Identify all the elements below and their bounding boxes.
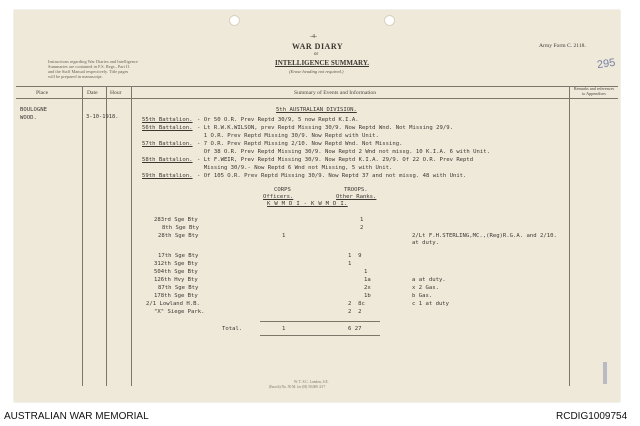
battalion-name: 58th Battalion. bbox=[142, 157, 193, 163]
page-title: WAR DIARY bbox=[292, 42, 344, 51]
footer-left: AUSTRALIAN WAR MEMORIAL bbox=[4, 411, 149, 422]
table-row-note: c 1 at duty bbox=[412, 301, 450, 307]
instructions-line-1: Instructions regarding War Diaries and Intelligence bbox=[48, 59, 138, 64]
table-row-unit: 504th Sge Bty bbox=[154, 269, 198, 275]
table-row-unit: "X" Siege Park. bbox=[154, 309, 205, 315]
table-row-note: 2/Lt F.H.STERLING,MC.,(Reg)R.G.A. and 2/10. at duty. bbox=[412, 233, 557, 247]
corps-label: CORPS bbox=[274, 187, 291, 193]
col-header-date: Date bbox=[87, 90, 98, 96]
col-rule-2 bbox=[106, 86, 107, 386]
printer-imprint-line-2: (Enoch) No. 50 M. for (H) 50,000 4/17 bbox=[269, 385, 326, 389]
place-line-2: WOOD. bbox=[20, 115, 37, 121]
page-subtitle: INTELLIGENCE SUMMARY. bbox=[275, 59, 370, 67]
battalion-text: - Of 105 O.R. Prev Reptd Missing 30/9. Now Reptd 37 and not missg. 48 with Unit. bbox=[197, 173, 467, 179]
officers-label: Officers. bbox=[263, 194, 294, 200]
table-row-unit: 126th Hvy Bty bbox=[154, 277, 198, 283]
division-heading: 5th AUSTRALIAN DIVISION. bbox=[276, 107, 357, 113]
page-marker: -4- bbox=[310, 34, 317, 40]
table-row-other: 1b bbox=[364, 293, 371, 299]
col-rule-4 bbox=[569, 86, 570, 386]
folio-stamp: 295 bbox=[596, 56, 617, 72]
heading-note: (Erase heading not required.) bbox=[289, 69, 344, 74]
table-row-other: 2x bbox=[364, 285, 371, 291]
total-label: Total. bbox=[222, 326, 243, 332]
table-row-other: 1 9 bbox=[348, 253, 362, 259]
battalion-text: - Lt R.W.K.WILSON, prev Reptd Missing 30/9. Now Reptd Wnd. Not Missing 29/9. bbox=[197, 125, 453, 131]
punch-hole-right bbox=[384, 15, 395, 26]
battalion-text: - 7 O.R. Prev Reptd Missing 2/10. Now Reptd Wnd. Not Missing. bbox=[197, 141, 403, 147]
table-row-other: 1 bbox=[360, 217, 364, 223]
margin-stamp bbox=[603, 362, 607, 384]
col-header-summary: Summary of Events and Information bbox=[294, 90, 377, 96]
col-header-hour: Hour bbox=[110, 90, 122, 96]
battalion-name: 57th Battalion. bbox=[142, 141, 193, 147]
table-row-note: x 2 Gas. bbox=[412, 285, 439, 291]
table-row-note: a at duty. bbox=[412, 277, 446, 283]
place-line-1: BOULOGNE bbox=[20, 107, 47, 113]
col-header-place: Place bbox=[36, 90, 49, 96]
or-word: or bbox=[314, 52, 319, 57]
total-officers: 1 bbox=[282, 326, 286, 332]
table-row-officers: 1 bbox=[282, 233, 286, 239]
table-row-unit: 17th Sge Bty bbox=[158, 253, 199, 259]
instructions-line-2: Summaries are contained in F.S. Regs., Part II. bbox=[48, 64, 131, 69]
troops-label: TROOPS. bbox=[344, 187, 368, 193]
total-rule-top bbox=[260, 321, 380, 322]
entry-date: 3-10-1918. bbox=[86, 114, 119, 120]
table-row-other: 1 bbox=[364, 269, 368, 275]
code-header: K W M D I - K W M D I. bbox=[267, 201, 348, 207]
battalion-text: Of 38 O.R. Prev Reptd Missing 30/9. Now Reptd 2 Wnd not missg. 10 K.I.A. 6 with Unit. bbox=[197, 149, 490, 155]
total-other-ranks: 6 27 bbox=[348, 326, 362, 332]
table-row-note: b Gas. bbox=[412, 293, 433, 299]
battalion-name: 55th Battalion. bbox=[142, 117, 193, 123]
table-row-unit: 312th Sge Bty bbox=[154, 261, 198, 267]
diary-page bbox=[14, 10, 620, 402]
battalion-text: - Lt F.WEIR, Prev Reptd Missing 30/9. Now Reptd K.I.A. 29/9. Of 22 O.R. Prev Reptd bbox=[197, 157, 474, 163]
table-row-other: 2 8c bbox=[348, 301, 365, 307]
army-form-label: Army Form C. 2118. bbox=[539, 43, 586, 49]
other-ranks-label: Other Ranks. bbox=[336, 194, 377, 200]
table-row-unit: 8th Sge Bty bbox=[162, 225, 200, 231]
col-rule-3 bbox=[131, 86, 132, 386]
instructions-line-3: and the Staff Manual respectively. Title pages bbox=[48, 69, 129, 74]
table-row-unit: 28th Sge Bty bbox=[158, 233, 199, 239]
table-row-unit: 87th Sge Bty bbox=[158, 285, 199, 291]
table-row-unit: 2/1 Lowland H.B. bbox=[146, 301, 200, 307]
total-rule-bottom bbox=[260, 335, 380, 336]
battalion-name: 56th Battalion. bbox=[142, 125, 193, 131]
battalion-text: - Or 50 O.R. Prev Reptd 30/9, 5 now Reptd K.I.A. bbox=[197, 117, 359, 123]
printer-imprint-line-1: W. T. S.C. London, S.E. bbox=[294, 380, 329, 384]
battalion-text: 1 O.R. Prev Reptd Missing 30/9. Now Reptd with Unit. bbox=[197, 133, 379, 139]
col-rule-1 bbox=[82, 86, 83, 386]
punch-hole-left bbox=[229, 15, 240, 26]
table-row-other: 2 bbox=[360, 225, 364, 231]
table-row-other: 1 bbox=[348, 261, 352, 267]
table-row-other: 1a bbox=[364, 277, 371, 283]
col-header-remarks: Remarks and references to Appendices bbox=[573, 86, 615, 96]
table-row-unit: 178th Sge Bty bbox=[154, 293, 198, 299]
battalion-text: Missing 30/9.- Now Reptd 6 Wnd not Missing, 5 with Unit. bbox=[197, 165, 393, 171]
footer-right: RCDIG1009754 bbox=[556, 411, 628, 422]
battalion-name: 59th Battalion. bbox=[142, 173, 193, 179]
table-row-other: 2 2 bbox=[348, 309, 362, 315]
instructions-line-4: will be prepared in manuscript. bbox=[48, 74, 103, 79]
table-row-unit: 283rd Sge Bty bbox=[154, 217, 198, 223]
